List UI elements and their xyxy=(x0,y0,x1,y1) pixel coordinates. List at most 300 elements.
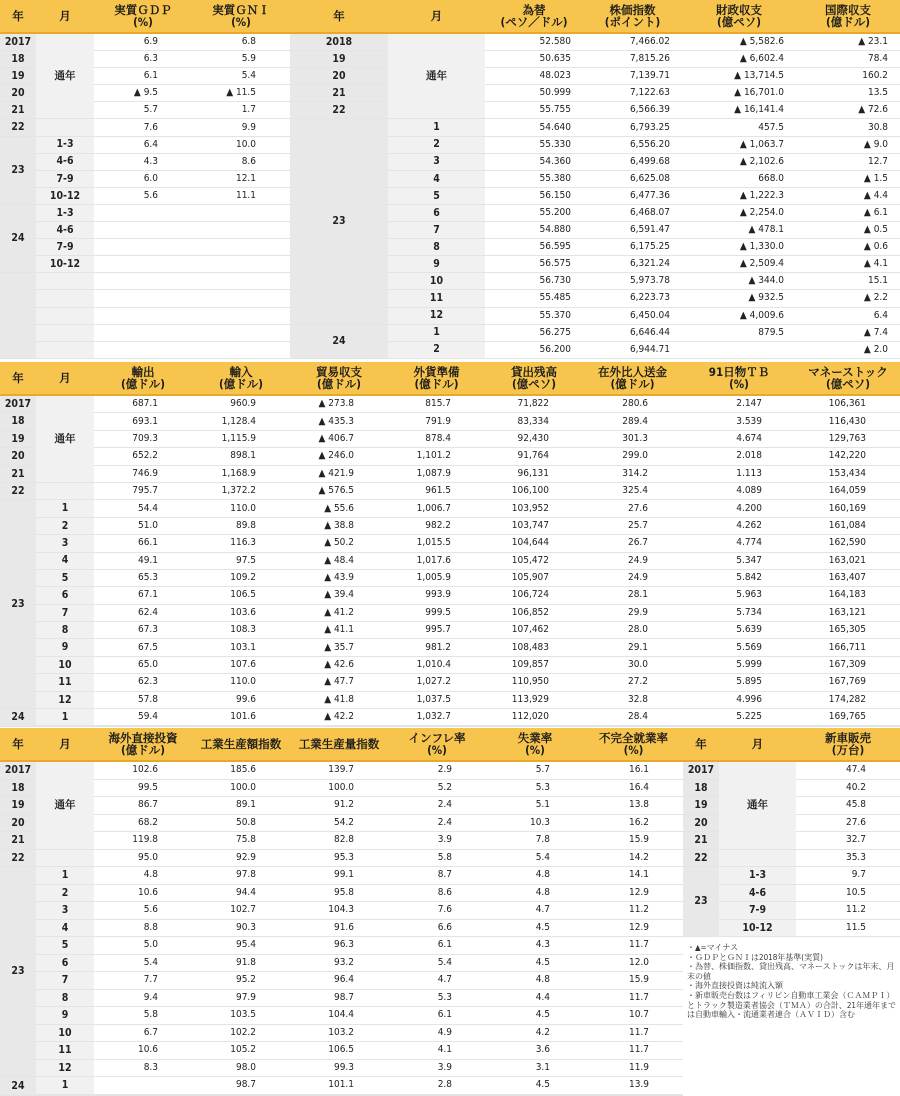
cell-text: 8.3 xyxy=(143,1061,158,1073)
cell-text: 4.5 xyxy=(535,956,550,968)
year-label xyxy=(0,51,36,68)
cell-text: ▲ 344.0 xyxy=(748,275,784,287)
cell-text: 55.200 xyxy=(539,206,571,218)
cell-text: 6,477.36 xyxy=(629,189,670,201)
cell-text: 1,010.4 xyxy=(416,659,451,671)
cell-text: 月 xyxy=(59,736,71,751)
cell-text: 22 xyxy=(11,484,25,497)
year-label xyxy=(0,797,36,815)
cell-text: 19 xyxy=(332,52,346,65)
cell-text: 15.9 xyxy=(628,974,649,986)
cell-text: ▲ 6,602.4 xyxy=(739,53,784,65)
value-cell xyxy=(485,570,583,587)
cell-text: 50.999 xyxy=(539,87,571,99)
cell-text: 10.6 xyxy=(137,886,158,898)
cell-text: 月 xyxy=(59,8,71,23)
value-cell xyxy=(290,553,388,570)
value-cell xyxy=(94,1007,192,1025)
value-cell xyxy=(388,570,485,587)
value-cell xyxy=(583,239,682,256)
cell-text: 105,907 xyxy=(511,572,549,584)
cell-text: 163,407 xyxy=(828,572,866,584)
value-cell xyxy=(388,657,485,674)
cell-text: 51.0 xyxy=(137,519,158,531)
month-label xyxy=(36,902,94,920)
value-cell xyxy=(682,68,796,85)
value-cell xyxy=(584,780,683,798)
value-cell xyxy=(583,518,682,535)
value-cell xyxy=(682,605,796,622)
period-label xyxy=(719,762,796,850)
month-label xyxy=(388,205,485,222)
value-cell xyxy=(192,273,290,290)
value-cell xyxy=(796,413,900,430)
cell-text: 11.7 xyxy=(628,1026,649,1038)
cell-text: 185.6 xyxy=(230,764,256,776)
value-cell xyxy=(485,222,583,239)
value-cell xyxy=(290,692,388,709)
cell-text: 5.9 xyxy=(241,53,256,65)
cell-text: 174,282 xyxy=(828,693,866,705)
cell-text: 103,952 xyxy=(511,502,549,514)
value-cell xyxy=(682,535,796,552)
value-cell xyxy=(796,483,900,500)
cell-text: 5.895 xyxy=(736,676,762,688)
value-cell xyxy=(94,85,192,102)
cell-text: 56.730 xyxy=(539,275,571,287)
value-cell xyxy=(796,762,900,780)
cell-text: 1,015.5 xyxy=(416,537,451,549)
cell-text: ▲ 2,254.0 xyxy=(739,206,784,218)
cell-text: ▲ 406.7 xyxy=(318,432,354,444)
column-header xyxy=(36,728,94,762)
value-cell xyxy=(388,639,485,656)
value-cell xyxy=(682,448,796,465)
value-cell xyxy=(94,815,192,833)
cell-text: 5.2 xyxy=(437,781,452,793)
cell-text: (ペソ／ドル) xyxy=(500,15,568,29)
quarter-label xyxy=(36,222,94,239)
month-label xyxy=(388,256,485,273)
cell-text: 8.7 xyxy=(437,869,452,881)
value-cell xyxy=(682,483,796,500)
value-cell xyxy=(192,955,290,973)
value-cell xyxy=(192,342,290,359)
cell-text: 16.4 xyxy=(628,781,649,793)
cell-text: (万台) xyxy=(831,743,865,757)
value-cell xyxy=(192,797,290,815)
cell-text: 104,644 xyxy=(511,537,549,549)
cell-text: ▲ 72.6 xyxy=(858,104,888,116)
cell-text: 1,027.2 xyxy=(416,676,451,688)
cell-text: 101.6 xyxy=(230,711,256,723)
value-cell xyxy=(796,920,900,938)
cell-text: 4.2 xyxy=(535,1026,550,1038)
cell-text: 3 xyxy=(61,904,69,916)
value-cell xyxy=(583,483,682,500)
cell-text: 2 xyxy=(433,138,440,151)
cell-text: 314.2 xyxy=(622,467,648,479)
cell-text: 14.2 xyxy=(628,851,649,863)
period-blank xyxy=(36,308,94,325)
cell-text: 8 xyxy=(61,624,69,637)
value-cell xyxy=(584,1007,683,1025)
value-cell xyxy=(388,692,485,709)
quarter-label xyxy=(719,902,796,920)
value-cell xyxy=(192,709,290,726)
cell-text: 11.9 xyxy=(628,1061,649,1073)
cell-text: 62.4 xyxy=(137,606,158,618)
month-label xyxy=(36,674,94,691)
year-label xyxy=(0,205,36,273)
value-cell xyxy=(796,68,900,85)
cell-text: 29.9 xyxy=(627,606,648,618)
cell-text: 103.6 xyxy=(230,606,256,618)
cell-text: 116,430 xyxy=(828,415,866,427)
cell-text: 貿易収支 xyxy=(316,364,362,379)
year-label xyxy=(683,797,719,815)
cell-text: ▲ 5,582.6 xyxy=(739,36,784,48)
cell-text: 108.3 xyxy=(230,624,256,636)
month-label xyxy=(388,290,485,307)
value-cell xyxy=(388,553,485,570)
value-cell xyxy=(94,137,192,154)
cell-text: 96.4 xyxy=(333,974,354,986)
cell-text: 91日物ＴＢ xyxy=(708,364,770,379)
cell-text: 67.5 xyxy=(137,641,158,653)
value-cell xyxy=(192,119,290,136)
cell-text: 27.6 xyxy=(845,816,866,828)
value-cell xyxy=(796,867,900,885)
cell-text: 960.9 xyxy=(230,398,256,410)
value-cell xyxy=(388,867,486,885)
cell-text: 7,815.26 xyxy=(629,53,670,65)
period-blank xyxy=(36,342,94,359)
value-cell xyxy=(388,850,486,868)
cell-text: 30.0 xyxy=(627,659,648,671)
value-cell xyxy=(290,622,388,639)
value-cell xyxy=(94,850,192,868)
cell-text: 4.3 xyxy=(535,939,550,951)
month-label xyxy=(36,1042,94,1060)
cell-text: ▲ 41.2 xyxy=(324,606,354,618)
cell-text: (%) xyxy=(133,15,153,29)
cell-text: (%) xyxy=(729,377,749,391)
value-cell xyxy=(94,937,192,955)
cell-text: 106,100 xyxy=(511,485,549,497)
value-cell xyxy=(682,205,796,222)
cell-text: 142,220 xyxy=(828,450,866,462)
cell-text: 外貨準備 xyxy=(413,364,460,379)
cell-text: 56.275 xyxy=(539,326,571,338)
cell-text: 5.7 xyxy=(535,764,550,776)
cell-text: 失業率 xyxy=(517,730,553,745)
value-cell xyxy=(583,34,682,51)
year-label xyxy=(0,1077,36,1096)
cell-text: 5.8 xyxy=(437,851,452,863)
value-cell xyxy=(192,68,290,85)
value-cell xyxy=(584,832,683,850)
cell-text: 94.4 xyxy=(235,886,256,898)
value-cell xyxy=(584,937,683,955)
value-cell xyxy=(192,815,290,833)
cell-text: 92,430 xyxy=(517,432,549,444)
cell-text: 1 xyxy=(61,502,69,515)
value-cell xyxy=(388,709,485,726)
cell-text: 78.4 xyxy=(867,53,888,65)
quarter-label xyxy=(36,239,94,256)
cell-text: 23 xyxy=(694,895,708,908)
cell-text: 株価指数 xyxy=(609,2,656,17)
cell-text: 55.755 xyxy=(539,104,571,116)
cell-text: 5,973.78 xyxy=(629,275,670,287)
cell-text: 95.0 xyxy=(137,851,158,863)
cell-text: (億ペソ) xyxy=(826,377,870,391)
cell-text: 4.674 xyxy=(736,432,762,444)
cell-text: 68.2 xyxy=(137,816,158,828)
cell-text: 67.3 xyxy=(137,624,158,636)
footnote-item: ・ ▲=マイナス xyxy=(687,943,900,953)
footnote-item: ・ 海外直接投資は純流入額 xyxy=(687,981,900,991)
cell-text: 54.640 xyxy=(539,121,571,133)
cell-text: 325.4 xyxy=(622,485,648,497)
cell-text: 1,037.5 xyxy=(416,693,451,705)
value-cell xyxy=(584,1060,683,1078)
value-cell xyxy=(94,674,192,691)
cell-text: 7 xyxy=(433,223,440,236)
value-cell xyxy=(485,587,583,604)
month-label xyxy=(36,1077,94,1095)
cell-text: 55.485 xyxy=(539,292,571,304)
value-cell xyxy=(486,937,584,955)
cell-text: 2017 xyxy=(4,397,32,410)
footnote-list xyxy=(683,943,900,1020)
value-cell xyxy=(485,692,583,709)
month-label xyxy=(36,920,94,938)
value-cell xyxy=(796,34,900,51)
value-cell xyxy=(485,188,583,205)
cell-text: 5.347 xyxy=(736,554,762,566)
value-cell xyxy=(584,1025,683,1043)
value-cell xyxy=(290,1025,388,1043)
value-cell xyxy=(94,325,192,342)
cell-text: 1,032.7 xyxy=(416,711,451,723)
cell-text: (億ドル) xyxy=(414,377,459,391)
cell-text: 12 xyxy=(58,1061,72,1074)
cell-text: 96.3 xyxy=(333,939,354,951)
value-cell xyxy=(796,709,900,726)
cell-text: 7 xyxy=(61,606,69,619)
value-cell xyxy=(192,902,290,920)
value-cell xyxy=(682,137,796,154)
value-cell xyxy=(583,137,682,154)
cell-text: 40.2 xyxy=(845,781,866,793)
cell-text: 5.3 xyxy=(437,991,452,1003)
quarter-label xyxy=(36,137,94,154)
column-header xyxy=(719,728,796,762)
value-cell xyxy=(94,797,192,815)
year-label xyxy=(0,815,36,833)
month-label xyxy=(36,639,94,656)
year-label xyxy=(683,815,719,833)
value-cell xyxy=(682,154,796,171)
cell-text: 4.1 xyxy=(437,1044,452,1056)
value-cell xyxy=(94,990,192,1008)
value-cell xyxy=(584,920,683,938)
cell-text: 1,372.2 xyxy=(221,485,256,497)
cell-text: 160,169 xyxy=(828,502,866,514)
value-cell xyxy=(583,657,682,674)
value-cell xyxy=(583,431,682,448)
cell-text: 66.1 xyxy=(137,537,158,549)
cell-text: 11 xyxy=(58,1044,72,1056)
column-header xyxy=(682,362,796,396)
cell-text: 301.3 xyxy=(622,432,648,444)
cell-text: 24 xyxy=(332,334,346,347)
value-cell xyxy=(94,68,192,85)
value-cell xyxy=(485,657,583,674)
cell-text: 3 xyxy=(433,155,440,168)
value-cell xyxy=(388,937,486,955)
cell-text: ▲ 4.1 xyxy=(863,258,888,270)
value-cell xyxy=(388,762,486,780)
value-cell xyxy=(192,850,290,868)
cell-text: 98.7 xyxy=(333,991,354,1003)
value-cell xyxy=(192,639,290,656)
column-header xyxy=(192,362,290,396)
cell-text: 21 xyxy=(11,467,25,480)
cell-text: ▲ 38.8 xyxy=(324,519,354,531)
cell-text: 1-3 xyxy=(56,138,74,151)
value-cell xyxy=(485,413,583,430)
cell-text: ▲ 43.9 xyxy=(324,572,354,584)
value-cell xyxy=(94,709,192,726)
cell-text: 75.8 xyxy=(235,834,256,846)
value-cell xyxy=(290,780,388,798)
value-cell xyxy=(192,137,290,154)
cell-text: 13.5 xyxy=(867,87,888,99)
cell-text: 709.3 xyxy=(132,432,158,444)
value-cell xyxy=(94,483,192,500)
value-cell xyxy=(94,342,192,359)
cell-text: 6,591.47 xyxy=(629,224,670,236)
cell-text: 103.5 xyxy=(230,1009,256,1021)
value-cell xyxy=(192,171,290,188)
value-cell xyxy=(796,518,900,535)
cell-text: 1.7 xyxy=(241,104,256,116)
cell-text: 6 xyxy=(61,589,69,602)
value-cell xyxy=(796,466,900,483)
cell-text: 4 xyxy=(433,172,440,185)
value-cell xyxy=(290,396,388,413)
cell-text: 4.8 xyxy=(535,974,550,986)
cell-text: 4-6 xyxy=(56,223,74,236)
cell-text: 年 xyxy=(12,736,24,751)
cell-text: 5.999 xyxy=(736,659,762,671)
value-cell xyxy=(192,570,290,587)
cell-text: ▲ 35.7 xyxy=(324,641,354,653)
cell-text: ▲ 2.0 xyxy=(863,343,888,355)
cell-text: 6,793.25 xyxy=(629,121,670,133)
value-cell xyxy=(388,587,485,604)
table-grid-3 xyxy=(0,728,900,1095)
cell-text: 165,305 xyxy=(828,624,866,636)
cell-text: 3.539 xyxy=(736,415,762,427)
cell-text: 10.7 xyxy=(628,1009,649,1021)
cell-text: 財政収支 xyxy=(716,2,762,17)
cell-text: ▲ 1.5 xyxy=(863,172,888,184)
value-cell xyxy=(796,553,900,570)
value-cell xyxy=(290,466,388,483)
cell-text: 2017 xyxy=(4,764,32,776)
cell-text: 15.1 xyxy=(867,275,888,287)
value-cell xyxy=(682,325,796,342)
cell-text: 10-12 xyxy=(49,189,81,202)
value-cell xyxy=(485,119,583,136)
cell-text: 163,021 xyxy=(828,554,866,566)
cell-text: 153,434 xyxy=(828,467,866,479)
cell-text: 年 xyxy=(333,8,345,23)
cell-text: (億ドル) xyxy=(121,743,165,757)
value-cell xyxy=(388,431,485,448)
value-cell xyxy=(192,154,290,171)
column-header xyxy=(290,728,388,762)
cell-text: 164,183 xyxy=(828,589,866,601)
period-blank xyxy=(36,119,94,136)
month-label xyxy=(36,990,94,1008)
cell-text: 86.7 xyxy=(137,799,158,811)
value-cell xyxy=(485,709,583,726)
value-cell xyxy=(682,500,796,517)
value-cell xyxy=(796,222,900,239)
cell-text: 21 xyxy=(11,104,25,117)
value-cell xyxy=(290,535,388,552)
value-cell xyxy=(682,709,796,726)
value-cell xyxy=(796,570,900,587)
value-cell xyxy=(583,466,682,483)
value-cell xyxy=(796,396,900,413)
cell-text: 56.595 xyxy=(539,241,571,253)
cell-text: 5.734 xyxy=(736,606,762,618)
value-cell xyxy=(486,780,584,798)
column-header xyxy=(36,362,94,396)
value-cell xyxy=(486,990,584,1008)
value-cell xyxy=(584,902,683,920)
cell-text: 実質ＧＮＩ xyxy=(212,2,270,17)
value-cell xyxy=(796,832,900,850)
value-cell xyxy=(94,188,192,205)
value-cell xyxy=(682,674,796,691)
cell-text: (億ドル) xyxy=(121,377,165,391)
year-label xyxy=(0,396,36,413)
cell-text: 103.1 xyxy=(230,641,256,653)
cell-text: 106,724 xyxy=(511,589,549,601)
cell-text: 18 xyxy=(11,415,25,428)
value-cell xyxy=(192,518,290,535)
column-header xyxy=(94,362,192,396)
cell-text: 5.8 xyxy=(143,1009,158,1021)
value-cell xyxy=(486,885,584,903)
cell-text: 91.2 xyxy=(333,799,354,811)
cell-text: 11 xyxy=(429,292,444,305)
value-cell xyxy=(192,500,290,517)
cell-text: 2.4 xyxy=(437,799,452,811)
value-cell xyxy=(583,273,682,290)
cell-text: 11.5 xyxy=(845,921,866,933)
value-cell xyxy=(796,431,900,448)
cell-text: 6 xyxy=(433,206,440,219)
cell-text: 62.3 xyxy=(137,676,158,688)
